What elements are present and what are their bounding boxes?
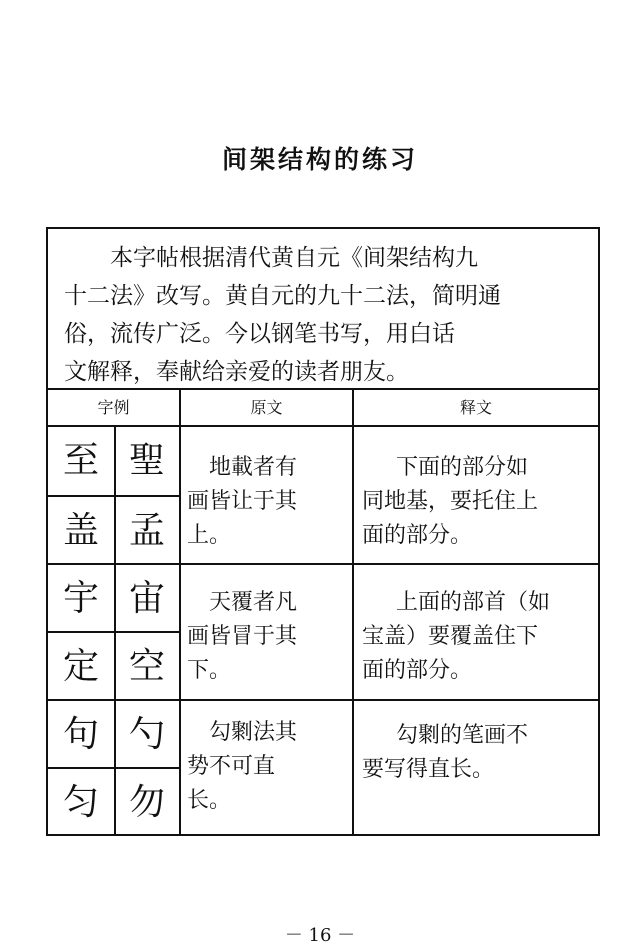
page-title: 间架结构的练习	[221, 145, 418, 174]
example-char: 聖	[128, 440, 165, 481]
header-original: 原文	[250, 398, 283, 417]
example-char: 盖	[62, 510, 99, 551]
example-char: 孟	[128, 510, 165, 551]
example-char: 句	[62, 714, 99, 755]
page-number: － 16 －	[284, 925, 356, 946]
explanation-text: 下面的部分如 同地基，要托住上 面的部分。	[362, 455, 539, 548]
original-text: 天覆者凡 画皆冒于其 下。	[187, 590, 298, 683]
header-explanation: 释文	[459, 398, 492, 417]
example-char: 匀	[62, 782, 99, 823]
example-char: 勿	[128, 782, 165, 823]
example-char: 勺	[128, 714, 165, 755]
explanation-text: 勾㔌的笔画不 要写得直长。	[362, 723, 529, 782]
original-text: 勾㔌法其 势不可直 长。	[187, 720, 298, 813]
example-char: 宇	[62, 578, 99, 619]
intro-line: 本字帖根据清代黄自元《间架结构九	[110, 245, 478, 271]
table-header-row	[48, 390, 598, 427]
example-char: 宙	[128, 578, 165, 619]
header-examples: 字例	[97, 398, 130, 417]
explanation-text: 上面的部首（如 宝盖）要覆盖住下 面的部分。	[362, 590, 551, 683]
original-text: 地載者有 画皆让于其 上。	[187, 455, 298, 548]
calligraphy-table	[46, 227, 600, 836]
example-char: 空	[128, 646, 165, 687]
example-char: 至	[62, 440, 99, 481]
example-char: 定	[62, 646, 99, 687]
intro-line: 十二法》改写。黄自元的九十二法，简明通	[64, 283, 501, 309]
intro-line: 俗，流传广泛。今以钢笔书写，用白话	[64, 321, 455, 347]
intro-line: 文解释，奉献给亲爱的读者朋友。	[64, 359, 409, 385]
intro-paragraph	[48, 229, 598, 390]
